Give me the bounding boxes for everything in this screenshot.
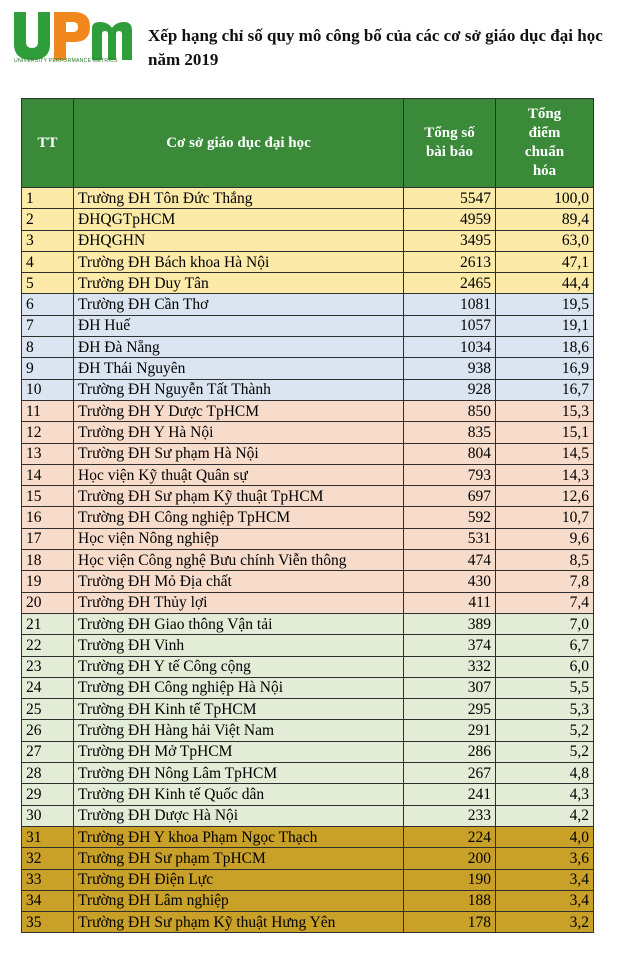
- header-papers-line1: Tổng số: [424, 125, 475, 141]
- institution-cell: Trường ĐH Y khoa Phạm Ngọc Thạch: [74, 826, 404, 847]
- institution-cell: Trường ĐH Nông Lâm TpHCM: [74, 763, 404, 784]
- papers-cell: 1081: [404, 294, 496, 315]
- table-row: [22, 550, 594, 571]
- institution-cell: ĐHQGHN: [74, 230, 404, 251]
- score-cell: 6,0: [496, 656, 594, 677]
- score-cell: 10,7: [496, 507, 594, 528]
- score-cell: 5,2: [496, 741, 594, 762]
- page-title: Xếp hạng chỉ số quy mô công bố của các cơ sở giáo dục đại học năm 2019: [148, 26, 603, 69]
- ranking-table: [21, 98, 594, 933]
- table-row: [22, 230, 594, 251]
- table-row: [22, 337, 594, 358]
- institution-cell: Trường ĐH Y Hà Nội: [74, 422, 404, 443]
- score-cell: 7,0: [496, 613, 594, 634]
- score-cell: 4,8: [496, 763, 594, 784]
- papers-cell: 1057: [404, 315, 496, 336]
- table-row: [22, 699, 594, 720]
- score-cell: 12,6: [496, 486, 594, 507]
- rank-cell: 10: [22, 379, 74, 400]
- score-cell: 19,1: [496, 315, 594, 336]
- institution-cell: Trường ĐH Công nghiệp TpHCM: [74, 507, 404, 528]
- table-row: [22, 507, 594, 528]
- score-cell: 7,4: [496, 592, 594, 613]
- rank-cell: 30: [22, 805, 74, 826]
- table-row: [22, 848, 594, 869]
- institution-cell: Học viện Nông nghiệp: [74, 528, 404, 549]
- header-institution: Cơ sở giáo dục đại học: [74, 99, 404, 188]
- institution-cell: Trường ĐH Nguyễn Tất Thành: [74, 379, 404, 400]
- institution-cell: Học viện Kỹ thuật Quân sự: [74, 464, 404, 485]
- papers-cell: 430: [404, 571, 496, 592]
- institution-cell: Trường ĐH Tôn Đức Thắng: [74, 188, 404, 209]
- table-row: [22, 890, 594, 911]
- papers-cell: 3495: [404, 230, 496, 251]
- institution-cell: Trường ĐH Sư phạm Kỹ thuật TpHCM: [74, 486, 404, 507]
- papers-cell: 474: [404, 550, 496, 571]
- table-row: [22, 486, 594, 507]
- rank-cell: 11: [22, 400, 74, 421]
- table-row: [22, 422, 594, 443]
- rank-cell: 27: [22, 741, 74, 762]
- papers-cell: 224: [404, 826, 496, 847]
- score-cell: 4,3: [496, 784, 594, 805]
- institution-cell: Trường ĐH Điện Lực: [74, 869, 404, 890]
- table-row: [22, 592, 594, 613]
- score-cell: 8,5: [496, 550, 594, 571]
- papers-cell: 332: [404, 656, 496, 677]
- header-papers: [404, 99, 496, 188]
- rank-cell: 20: [22, 592, 74, 613]
- papers-cell: 928: [404, 379, 496, 400]
- table-row: [22, 912, 594, 933]
- score-cell: 3,2: [496, 912, 594, 933]
- papers-cell: 804: [404, 443, 496, 464]
- rank-cell: 31: [22, 826, 74, 847]
- papers-cell: 178: [404, 912, 496, 933]
- score-cell: 6,7: [496, 635, 594, 656]
- institution-cell: Trường ĐH Y tế Công cộng: [74, 656, 404, 677]
- papers-cell: 5547: [404, 188, 496, 209]
- papers-cell: 2465: [404, 273, 496, 294]
- rank-cell: 13: [22, 443, 74, 464]
- rank-cell: 16: [22, 507, 74, 528]
- rank-cell: 19: [22, 571, 74, 592]
- score-cell: 4,2: [496, 805, 594, 826]
- papers-cell: 374: [404, 635, 496, 656]
- rank-cell: 32: [22, 848, 74, 869]
- table-row: [22, 571, 594, 592]
- table-row: [22, 464, 594, 485]
- score-cell: 14,3: [496, 464, 594, 485]
- table-row: [22, 528, 594, 549]
- institution-cell: Trường ĐH Sư phạm Hà Nội: [74, 443, 404, 464]
- rank-cell: 26: [22, 720, 74, 741]
- table-row: [22, 251, 594, 272]
- table-header: [22, 99, 594, 188]
- institution-cell: Trường ĐH Kinh tế Quốc dân: [74, 784, 404, 805]
- table-row: [22, 400, 594, 421]
- score-cell: 18,6: [496, 337, 594, 358]
- rank-cell: 17: [22, 528, 74, 549]
- rank-cell: 7: [22, 315, 74, 336]
- papers-cell: 307: [404, 677, 496, 698]
- rank-cell: 35: [22, 912, 74, 933]
- papers-cell: 241: [404, 784, 496, 805]
- table-row: [22, 635, 594, 656]
- score-cell: 15,3: [496, 400, 594, 421]
- papers-cell: 592: [404, 507, 496, 528]
- rank-cell: 14: [22, 464, 74, 485]
- header-tt: TT: [22, 99, 74, 188]
- table-row: [22, 784, 594, 805]
- score-cell: 100,0: [496, 188, 594, 209]
- table-row: [22, 805, 594, 826]
- institution-cell: ĐH Huế: [74, 315, 404, 336]
- papers-cell: 291: [404, 720, 496, 741]
- rank-cell: 1: [22, 188, 74, 209]
- papers-cell: 188: [404, 890, 496, 911]
- institution-cell: Trường ĐH Thủy lợi: [74, 592, 404, 613]
- table-row: [22, 741, 594, 762]
- papers-cell: 411: [404, 592, 496, 613]
- table-row: [22, 294, 594, 315]
- institution-cell: Trường ĐH Y Dược TpHCM: [74, 400, 404, 421]
- rank-cell: 2: [22, 209, 74, 230]
- institution-cell: Trường ĐH Mở TpHCM: [74, 741, 404, 762]
- institution-cell: ĐH Đà Nẵng: [74, 337, 404, 358]
- papers-cell: 190: [404, 869, 496, 890]
- table-row: [22, 379, 594, 400]
- rank-cell: 18: [22, 550, 74, 571]
- institution-cell: Trường ĐH Duy Tân: [74, 273, 404, 294]
- rank-cell: 23: [22, 656, 74, 677]
- score-cell: 3,4: [496, 890, 594, 911]
- rank-cell: 34: [22, 890, 74, 911]
- table-row: [22, 613, 594, 634]
- rank-cell: 5: [22, 273, 74, 294]
- institution-cell: Trường ĐH Công nghiệp Hà Nội: [74, 677, 404, 698]
- institution-cell: Học viện Công nghệ Bưu chính Viễn thông: [74, 550, 404, 571]
- score-cell: 3,4: [496, 869, 594, 890]
- papers-cell: 697: [404, 486, 496, 507]
- score-cell: 19,5: [496, 294, 594, 315]
- score-cell: 3,6: [496, 848, 594, 869]
- score-cell: 5,3: [496, 699, 594, 720]
- rank-cell: 15: [22, 486, 74, 507]
- table-row: [22, 869, 594, 890]
- institution-cell: Trường ĐH Giao thông Vận tải: [74, 613, 404, 634]
- table-row: [22, 315, 594, 336]
- papers-cell: 233: [404, 805, 496, 826]
- institution-cell: Trường ĐH Sư phạm TpHCM: [74, 848, 404, 869]
- papers-cell: 4959: [404, 209, 496, 230]
- score-cell: 16,7: [496, 379, 594, 400]
- table-row: [22, 443, 594, 464]
- header-papers-line2: bài báo: [425, 144, 474, 160]
- institution-cell: Trường ĐH Kinh tế TpHCM: [74, 699, 404, 720]
- score-cell: 5,2: [496, 720, 594, 741]
- papers-cell: 531: [404, 528, 496, 549]
- papers-cell: 295: [404, 699, 496, 720]
- papers-cell: 389: [404, 613, 496, 634]
- score-cell: 5,5: [496, 677, 594, 698]
- table-row: [22, 677, 594, 698]
- table-row: [22, 209, 594, 230]
- rank-cell: 4: [22, 251, 74, 272]
- rank-cell: 21: [22, 613, 74, 634]
- papers-cell: 938: [404, 358, 496, 379]
- rank-cell: 3: [22, 230, 74, 251]
- score-cell: 15,1: [496, 422, 594, 443]
- table-row: [22, 826, 594, 847]
- papers-cell: 850: [404, 400, 496, 421]
- table-row: [22, 763, 594, 784]
- header-score-line3: chuẩn: [524, 144, 565, 160]
- score-cell: 47,1: [496, 251, 594, 272]
- institution-cell: Trường ĐH Dược Hà Nội: [74, 805, 404, 826]
- rank-cell: 24: [22, 677, 74, 698]
- score-cell: 14,5: [496, 443, 594, 464]
- page-header: [0, 0, 620, 96]
- logo-subtitle: UNIVERSITY PERFORMANCE METRICS: [14, 58, 118, 64]
- institution-cell: Trường ĐH Mỏ Địa chất: [74, 571, 404, 592]
- institution-cell: ĐHQGTpHCM: [74, 209, 404, 230]
- institution-cell: Trường ĐH Cần Thơ: [74, 294, 404, 315]
- institution-cell: Trường ĐH Bách khoa Hà Nội: [74, 251, 404, 272]
- rank-cell: 22: [22, 635, 74, 656]
- header-score-line1: Tổng: [527, 106, 562, 122]
- rank-cell: 12: [22, 422, 74, 443]
- score-cell: 63,0: [496, 230, 594, 251]
- papers-cell: 267: [404, 763, 496, 784]
- papers-cell: 2613: [404, 251, 496, 272]
- institution-cell: Trường ĐH Lâm nghiệp: [74, 890, 404, 911]
- institution-cell: Trường ĐH Sư phạm Kỹ thuật Hưng Yên: [74, 912, 404, 933]
- institution-cell: Trường ĐH Hàng hải Việt Nam: [74, 720, 404, 741]
- score-cell: 16,9: [496, 358, 594, 379]
- institution-cell: Trường ĐH Vinh: [74, 635, 404, 656]
- papers-cell: 200: [404, 848, 496, 869]
- header-score: [496, 99, 594, 188]
- header-score-line4: hóa: [532, 163, 557, 179]
- score-cell: 44,4: [496, 273, 594, 294]
- table-row: [22, 656, 594, 677]
- score-cell: 9,6: [496, 528, 594, 549]
- papers-cell: 793: [404, 464, 496, 485]
- table-body: [22, 188, 594, 933]
- rank-cell: 9: [22, 358, 74, 379]
- table-row: [22, 273, 594, 294]
- rank-cell: 28: [22, 763, 74, 784]
- score-cell: 89,4: [496, 209, 594, 230]
- rank-cell: 29: [22, 784, 74, 805]
- header-score-line2: điểm: [528, 125, 561, 141]
- rank-cell: 33: [22, 869, 74, 890]
- institution-cell: ĐH Thái Nguyên: [74, 358, 404, 379]
- papers-cell: 835: [404, 422, 496, 443]
- papers-cell: 286: [404, 741, 496, 762]
- score-cell: 4,0: [496, 826, 594, 847]
- rank-cell: 25: [22, 699, 74, 720]
- table-row: [22, 720, 594, 741]
- papers-cell: 1034: [404, 337, 496, 358]
- rank-cell: 8: [22, 337, 74, 358]
- table-row: [22, 358, 594, 379]
- table-row: [22, 188, 594, 209]
- score-cell: 7,8: [496, 571, 594, 592]
- rank-cell: 6: [22, 294, 74, 315]
